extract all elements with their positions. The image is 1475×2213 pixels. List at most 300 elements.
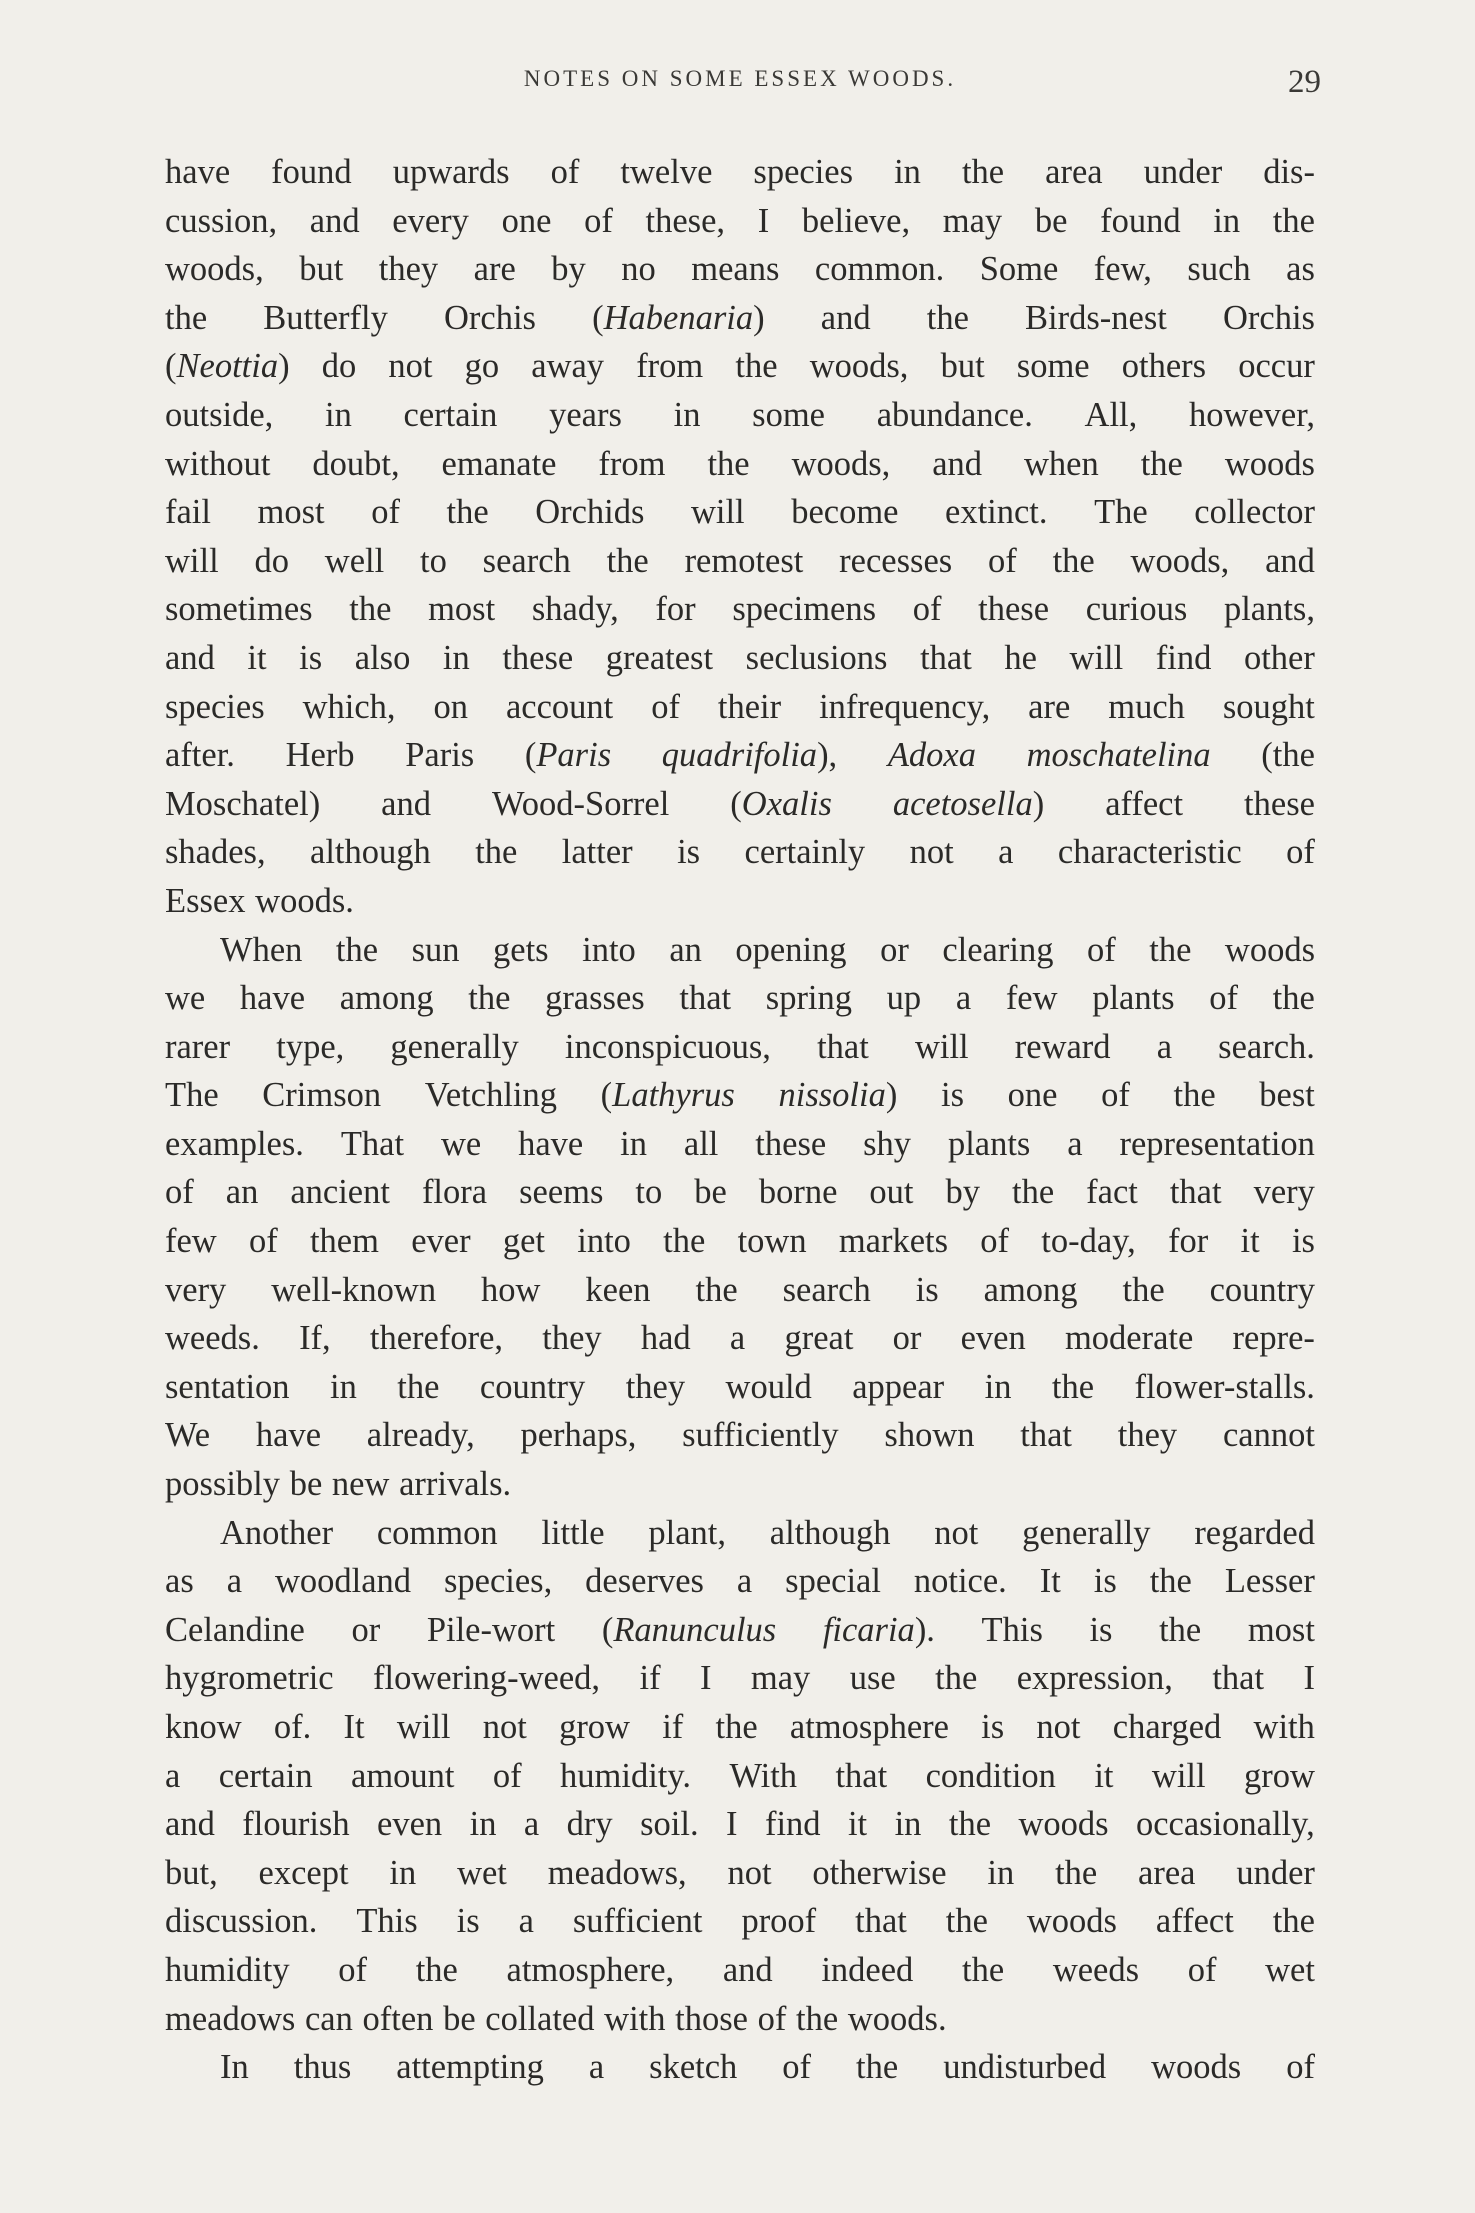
word: one [1007,1076,1058,1115]
word: generally [390,1027,519,1066]
word: most [257,493,325,532]
word: Paris [405,736,475,775]
word: found [271,153,352,191]
word: as [165,1562,194,1601]
word: and [820,298,871,337]
word: possibly [165,1465,281,1504]
word: other [1243,638,1315,677]
text-line [165,342,1315,391]
word: into [577,1222,631,1261]
text-line [165,1217,1315,1266]
word: a [998,833,1014,872]
word: most [428,590,496,629]
word: that [817,1027,869,1066]
text-line [165,1363,1315,1412]
text-line [165,245,1315,294]
word: even [377,1805,443,1844]
word: a [736,1562,753,1601]
text-line [165,1654,1315,1703]
word: as [1286,250,1315,289]
word: a [165,1756,181,1795]
word: sufficiently [682,1416,839,1455]
word: a [1067,1124,1083,1163]
word: cannot [1222,1416,1315,1455]
word: will [1151,1756,1206,1795]
word: also [354,638,411,677]
word: woods [1224,930,1315,969]
word: will [165,541,219,580]
word: grow [559,1708,630,1746]
word: the [735,347,778,386]
word: flower-stalls. [1134,1367,1315,1406]
word: fail [165,493,211,532]
word: the [335,930,379,969]
text-line [165,391,1315,440]
text-line [165,1897,1315,1946]
word: is [981,1708,1005,1746]
word: the [926,298,969,337]
word: The [165,1076,219,1115]
word: do [321,347,357,386]
word: that [855,1902,907,1941]
word: a [523,1805,540,1844]
word: not [727,1853,772,1892]
word: it [1094,1756,1114,1795]
word: Birds-nest [1025,298,1167,337]
word: is [456,1902,480,1941]
word: grasses [545,979,645,1018]
word: is [1089,1610,1113,1649]
word: hygrometric [165,1659,334,1698]
word: most [1247,1610,1315,1649]
word: rarer [165,1027,231,1066]
word: proof [741,1902,817,1941]
word: woods [1026,1902,1117,1941]
word: although [769,1513,891,1552]
word: the [663,1222,706,1261]
word: wet [1265,1950,1315,1989]
word: may [750,1659,811,1698]
word: on [433,687,468,726]
word: one [501,201,552,240]
word: Some [979,250,1059,289]
word: no [621,250,656,289]
word: the [961,1950,1005,1989]
word: in [469,1805,497,1844]
word: even [960,1319,1026,1358]
word: have [255,1416,322,1455]
word: Herb [285,736,355,775]
word: area [1138,1853,1196,1892]
word: they [542,1319,602,1358]
word: indeed [821,1950,914,1989]
word: species [753,153,854,191]
word: When [220,930,303,969]
word: Essex [165,881,246,920]
word: the [961,153,1005,191]
word: wet [457,1853,507,1892]
word: from [636,347,704,386]
word: be [443,1999,476,2038]
word: can [304,1999,353,2038]
word: get [502,1222,545,1261]
word: search [782,1270,871,1309]
word: occur [1238,347,1315,386]
word: attempting [396,2048,544,2087]
word: although [310,833,431,872]
word: of. [273,1708,312,1746]
word: of [782,2048,812,2087]
word: great [784,1319,854,1358]
word: all [683,1124,719,1163]
word: well [324,541,385,580]
word: plants, [1223,590,1315,629]
word: plant, [648,1513,726,1552]
word: certainly [744,833,866,872]
word: but, [165,1853,218,1892]
word: of [1086,930,1116,969]
word: sometimes [165,590,313,629]
word: and [165,1805,215,1844]
word: I [757,201,770,240]
word: latter [561,833,633,872]
text-line [165,585,1315,634]
word: new [331,1465,390,1504]
word: woods. [847,1999,947,2038]
text-line [165,1266,1315,1315]
word: be [1034,201,1068,240]
word: Pile-wort [426,1610,556,1649]
word: a [729,1319,746,1358]
word: woods [1224,444,1315,483]
text-line [165,537,1315,586]
word: them [309,1222,379,1261]
word: the [948,1805,992,1844]
word: the [468,979,511,1018]
word: it [847,1805,868,1844]
word: Orchids [535,493,645,532]
word: an [669,930,702,969]
word: of [248,1222,278,1261]
word: how [481,1270,541,1309]
word: emanate [441,444,557,483]
word: the [475,833,518,872]
word: is [940,1076,964,1115]
word: repre- [1232,1319,1315,1358]
word: (the [1261,736,1315,775]
word: very [1253,1173,1315,1212]
word: type, [276,1027,345,1066]
word: Orchis [1223,298,1315,337]
word: ever [411,1222,471,1261]
word: seems [519,1173,604,1212]
word: Lesser [1224,1562,1315,1601]
word: some [1016,347,1090,386]
word: among [983,1270,1078,1309]
word: we [165,979,206,1018]
word: the [1149,930,1192,969]
word: out [869,1173,914,1212]
word: and [932,444,983,483]
word: ancient [290,1173,390,1212]
word: The [1094,493,1148,532]
word: In [220,2048,249,2087]
word: that [679,979,732,1018]
word: woods [1151,2048,1242,2087]
word: the [1272,1902,1315,1941]
word: but [940,347,985,386]
word: in [984,1367,1012,1406]
word: the [945,1902,988,1941]
word: found [1100,201,1181,240]
word: of [338,1950,368,1989]
word: greatest [605,638,714,677]
word: Orchis [444,298,536,337]
word: believe, [801,201,911,240]
text-line [165,828,1315,877]
word: the [165,298,208,337]
word: few [1005,979,1058,1018]
word: find [764,1805,821,1844]
word: shown [884,1416,975,1455]
word: he [1004,638,1037,677]
italic-word: Adoxa [887,736,976,775]
word: notice. [913,1562,1007,1601]
word: certain [218,1756,313,1795]
word: a [518,1902,534,1941]
word: regarded [1194,1513,1315,1552]
word: and [165,638,215,677]
word: not [909,833,954,872]
text-line [165,1703,1315,1752]
italic-word: (Paris [524,736,612,775]
word: except [258,1853,349,1892]
word: the [1122,1270,1165,1309]
word: I [726,1805,738,1844]
word: would [725,1367,812,1406]
word: woods. [255,881,354,920]
word: will [690,493,745,532]
text-line [165,1071,1315,1120]
word: to [420,541,447,580]
word: woods, [1130,541,1230,580]
text-line [165,2043,1315,2092]
word: All, [1084,395,1138,434]
text-line [165,1023,1315,1072]
text-line [165,1411,1315,1460]
word: had [640,1319,691,1358]
text-line [165,1120,1315,1169]
word: sufficient [572,1902,703,1941]
word: years [549,395,622,434]
word: in [330,1367,357,1406]
text-line [165,1606,1315,1655]
word: the [935,1659,978,1698]
word: the [1052,541,1095,580]
word: may [942,201,1003,240]
word: undisturbed [943,2048,1107,2087]
word: sketch [649,2048,738,2087]
word: woods [1018,1805,1109,1844]
word: is [1291,1222,1315,1261]
word: atmosphere, [506,1950,675,1989]
word: reward [1014,1027,1111,1066]
word: I [1303,1659,1315,1698]
italic-word: moschatelina [1026,736,1211,775]
word: remotest [684,541,804,580]
word: of [371,493,400,532]
word: with [1253,1708,1315,1746]
word: the [1149,1562,1192,1601]
word: when [1024,444,1099,483]
word: of [584,201,613,240]
word: country [1209,1270,1315,1309]
word: opening [735,930,847,969]
word: up [886,979,922,1018]
running-title: NOTES ON SOME ESSEX WOODS. [523,66,957,91]
word: know [165,1708,242,1746]
word: the [856,2048,899,2087]
word: by [945,1173,980,1212]
word: meadows [165,1999,296,2038]
word: have [239,979,306,1018]
word: search [482,541,571,580]
word: after. [165,736,235,775]
word: for [1168,1222,1209,1261]
word: country [479,1367,586,1406]
italic-word: acetosella) [892,784,1045,823]
word: collector [1194,493,1315,532]
word: woods, [791,444,891,483]
word: of [980,1222,1010,1261]
word: are [473,250,516,289]
word: weeds [1052,1950,1140,1989]
word: often [362,1999,434,2038]
word: go [464,347,500,386]
word: species, [443,1562,553,1601]
word: they [1117,1416,1178,1455]
italic-word: (Oxalis [730,784,832,823]
word: under [1236,1853,1315,1892]
word: the [695,1270,738,1309]
body-text [165,148,1315,2092]
word: that [1020,1416,1073,1455]
word: these [1244,784,1315,823]
word: those [675,1999,748,2038]
word: we [440,1124,482,1163]
word: special [785,1562,881,1601]
word: their [717,687,782,726]
word: the [397,1367,440,1406]
word: soil. [640,1805,699,1844]
word: With [729,1756,798,1795]
word: is [677,833,701,872]
word: Celandine [165,1610,305,1649]
word: Vetchling [424,1076,558,1115]
word: to [635,1173,663,1212]
word: meadows, [547,1853,687,1892]
word: in [894,153,921,191]
word: woodland [274,1562,412,1601]
word: upwards [392,153,510,191]
word: thus [293,2048,352,2087]
text-line [165,440,1315,489]
word: an [225,1173,259,1212]
word: humidity [165,1950,290,1989]
word: they [378,250,439,289]
word: characteristic [1057,833,1242,872]
word: dry [566,1805,613,1844]
word: cussion, [165,201,278,240]
word: flowering-weed, [373,1659,601,1698]
word: spring [765,979,853,1018]
text-line [165,1995,1315,2044]
word: by [551,250,586,289]
word: that [920,638,972,677]
word: the [1051,1367,1095,1406]
word: if [639,1659,661,1698]
word: with [604,1999,666,2038]
word: of [651,687,680,726]
word: and [309,201,360,240]
word: or [351,1610,381,1649]
word: that [835,1756,888,1795]
word: This [981,1610,1043,1649]
word: and [722,1950,773,1989]
word: these, [645,201,726,240]
word: of [1286,2048,1315,2087]
text-line [165,877,1315,926]
word: for [655,590,696,629]
word: Another [220,1513,334,1552]
word: the [606,541,649,580]
word: much [1108,687,1185,726]
word: It [343,1708,365,1746]
word: appear [852,1367,945,1406]
word: shades, [165,833,266,872]
word: discussion. [165,1902,318,1941]
word: deserves [585,1562,704,1601]
word: it [247,638,267,677]
word: extinct. [945,493,1048,532]
word: Moschatel) [165,784,321,823]
word: the [1272,979,1315,1018]
word: search. [1218,1027,1315,1066]
word: be [289,1465,323,1504]
text-line [165,1168,1315,1217]
word: collated [485,1999,595,2038]
word: not [1036,1708,1081,1746]
italic-word: nissolia) [778,1076,898,1115]
text-line [165,731,1315,780]
word: the [1173,1076,1216,1115]
word: markets [838,1222,949,1261]
word: If, [299,1319,331,1358]
italic-word: (Ranunculus [601,1610,777,1649]
word: of [1101,1076,1130,1115]
word: is [915,1270,939,1309]
word: from [598,444,666,483]
word: atmosphere [789,1708,949,1746]
word: in [894,1805,922,1844]
word: very [165,1270,227,1309]
word: into [582,930,636,969]
word: of [1209,979,1239,1018]
word: these [755,1124,827,1163]
text-line [165,926,1315,975]
word: affect [1105,784,1184,823]
word: in [325,395,352,434]
